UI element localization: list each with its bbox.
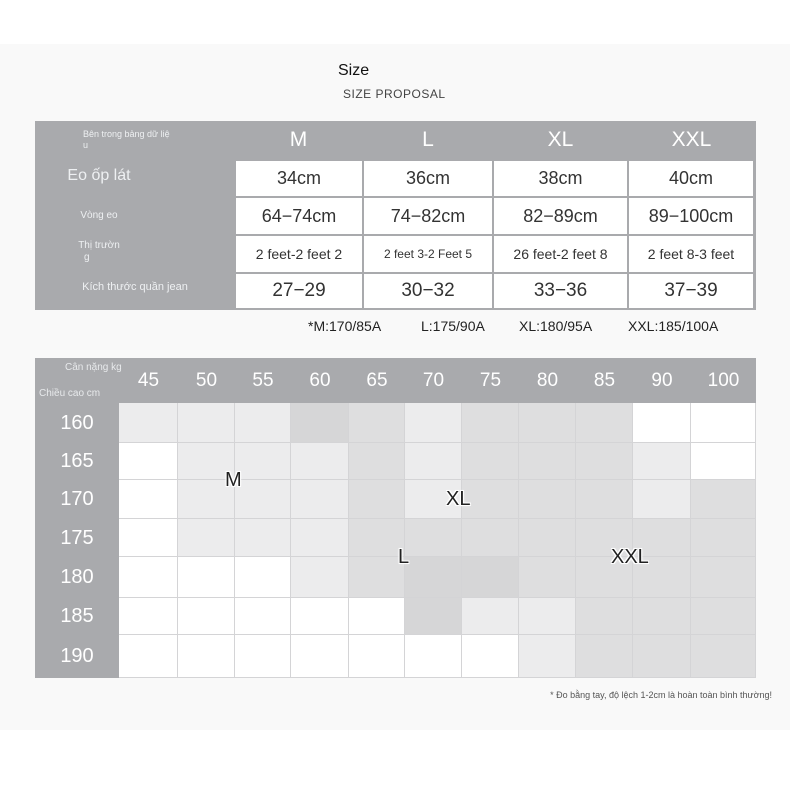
height-row-header: 180	[60, 566, 94, 588]
size-header-xl: XL	[547, 128, 574, 151]
fit-grid-cell	[519, 635, 576, 678]
fit-grid-cell	[119, 519, 178, 557]
weight-column-header: 60	[309, 369, 331, 391]
row-label-market: Thị trườn g	[78, 240, 120, 263]
weight-column-header: 100	[707, 369, 740, 391]
weight-column-header: 65	[366, 369, 388, 391]
fit-grid-cell	[576, 443, 633, 480]
size-cell: 82−89cm	[494, 198, 627, 234]
fit-grid-cell	[405, 443, 462, 480]
zone-label-xxl: XXL	[611, 546, 649, 568]
fit-grid-cell	[235, 519, 291, 557]
fit-grid-cell	[119, 635, 178, 678]
fit-grid-cell	[462, 557, 519, 598]
height-row-header: 175	[60, 526, 94, 549]
size-cell: 37−39	[629, 274, 753, 308]
fit-grid-cell	[405, 403, 462, 443]
weight-column-header: 75	[479, 369, 502, 391]
fit-grid-cell	[691, 635, 756, 678]
zone-label-l: L	[398, 546, 410, 568]
fit-grid-cell	[405, 598, 462, 635]
fit-grid	[35, 358, 756, 678]
fit-grid-cell	[576, 635, 633, 678]
height-row-header: 190	[60, 645, 94, 667]
fit-grid-cell	[291, 403, 349, 443]
fit-grid-cell	[691, 519, 756, 557]
height-axis-label: Chiều cao cm	[39, 388, 101, 399]
size-note-l: L:175/90A	[421, 318, 485, 334]
fit-grid-cell	[235, 443, 291, 480]
fit-grid-cell	[633, 443, 691, 480]
fit-grid-cell	[405, 557, 462, 598]
bottom-band	[0, 730, 790, 790]
fit-grid-cell	[519, 443, 576, 480]
fit-grid-cell	[119, 557, 178, 598]
fit-grid-cell	[576, 480, 633, 519]
fit-grid-cell	[235, 480, 291, 519]
fit-grid-cell	[405, 519, 462, 557]
fit-grid-cell	[178, 635, 235, 678]
size-cell: 74−82cm	[364, 198, 492, 234]
size-cell: 38cm	[494, 161, 627, 196]
zone-label-m: M	[225, 469, 242, 491]
fit-grid-cell	[349, 519, 405, 557]
height-row-header: 170	[60, 488, 94, 510]
corner-label: Bên trong bảng dữ liệ u	[83, 129, 170, 150]
fit-grid-cell	[633, 598, 691, 635]
fit-grid-cell	[235, 403, 291, 443]
fit-grid-cell	[349, 635, 405, 678]
size-cell: 30−32	[364, 274, 492, 308]
size-cell: 2 feet 3-2 Feet 5	[364, 236, 492, 272]
page-subtitle: SIZE PROPOSAL	[343, 87, 446, 101]
fit-grid-cell	[691, 557, 756, 598]
weight-column-header: 85	[593, 369, 616, 391]
fit-grid-cell	[349, 443, 405, 480]
fit-grid-cell	[349, 557, 405, 598]
fit-grid-cell	[405, 635, 462, 678]
fit-grid-cell	[462, 598, 519, 635]
fit-grid-cell	[576, 598, 633, 635]
weight-axis-label: Cân nặng kg	[65, 362, 122, 373]
size-cell: 40cm	[629, 161, 753, 196]
footnote: * Đo bằng tay, độ lệch 1-2cm là hoàn toàn bình thường!	[550, 690, 772, 700]
page-title: Size	[338, 62, 370, 79]
weight-column-header: 90	[651, 369, 673, 391]
size-cell: 2 feet-2 feet 2	[236, 236, 362, 272]
size-cell: 36cm	[364, 161, 492, 196]
fit-grid-cell	[462, 443, 519, 480]
fit-grid-cell	[178, 403, 235, 443]
fit-grid-cell	[119, 443, 178, 480]
fit-grid-cell	[349, 480, 405, 519]
size-cell: 34cm	[236, 161, 362, 196]
fit-grid-cell	[691, 598, 756, 635]
fit-grid-cell	[235, 598, 291, 635]
fit-grid-cell	[291, 519, 349, 557]
weight-column-header: 70	[422, 369, 445, 391]
fit-grid-cell	[291, 443, 349, 480]
row-label-waist-fit: Eo ốp lát	[67, 167, 131, 184]
size-table	[35, 121, 756, 310]
fit-grid-cell	[633, 403, 691, 443]
fit-grid-cell	[178, 557, 235, 598]
size-header-xxl: XXL	[671, 128, 712, 151]
fit-grid-cell	[349, 403, 405, 443]
row-label-waist: Vòng eo	[80, 210, 118, 221]
fit-grid-cell	[462, 635, 519, 678]
size-cell: 26 feet-2 feet 8	[494, 236, 627, 272]
fit-grid-cell	[633, 635, 691, 678]
size-header-l: L	[422, 128, 434, 151]
fit-grid-cell	[291, 598, 349, 635]
fit-grid-cell	[291, 635, 349, 678]
fit-grid-cell	[235, 557, 291, 598]
fit-grid-cell	[462, 519, 519, 557]
size-header-m: M	[289, 128, 308, 151]
weight-column-header: 45	[137, 369, 160, 391]
fit-grid-cell	[178, 598, 235, 635]
fit-grid-cell	[691, 403, 756, 443]
size-cell: 27−29	[236, 274, 362, 308]
top-band	[0, 0, 790, 44]
height-row-header: 160	[60, 411, 94, 434]
fit-grid-cell	[691, 480, 756, 519]
weight-column-header: 50	[195, 369, 218, 391]
fit-grid-cell	[235, 635, 291, 678]
fit-grid-cell	[462, 403, 519, 443]
fit-grid-cell	[576, 403, 633, 443]
fit-grid-cell	[519, 403, 576, 443]
size-cell: 2 feet 8-3 feet	[629, 236, 753, 272]
weight-column-header: 55	[252, 369, 274, 391]
fit-grid-cell	[119, 403, 178, 443]
fit-grid-cell	[462, 480, 519, 519]
fit-grid-cell	[349, 598, 405, 635]
zone-label-xl: XL	[446, 488, 471, 510]
fit-grid-cell	[519, 519, 576, 557]
height-row-header: 165	[60, 450, 94, 472]
row-label-jeans-size: Kích thước quần jean	[82, 281, 188, 293]
fit-grid-cell	[119, 598, 178, 635]
height-row-header: 185	[60, 605, 94, 627]
fit-grid-cell	[519, 557, 576, 598]
fit-grid-cell	[291, 480, 349, 519]
fit-grid-cell	[119, 480, 178, 519]
size-cell: 89−100cm	[629, 198, 753, 234]
fit-grid-cell	[633, 480, 691, 519]
size-note-xxl: XXL:185/100A	[628, 318, 719, 334]
fit-grid-cell	[178, 519, 235, 557]
fit-grid-cell	[291, 557, 349, 598]
size-cell: 33−36	[494, 274, 627, 308]
size-note-xl: XL:180/95A	[519, 318, 593, 334]
size-cell: 64−74cm	[236, 198, 362, 234]
weight-column-header: 80	[536, 369, 559, 391]
fit-grid-cell	[519, 480, 576, 519]
size-note-m: *M:170/85A	[308, 318, 382, 334]
fit-grid-cell	[519, 598, 576, 635]
fit-grid-cell	[691, 443, 756, 480]
